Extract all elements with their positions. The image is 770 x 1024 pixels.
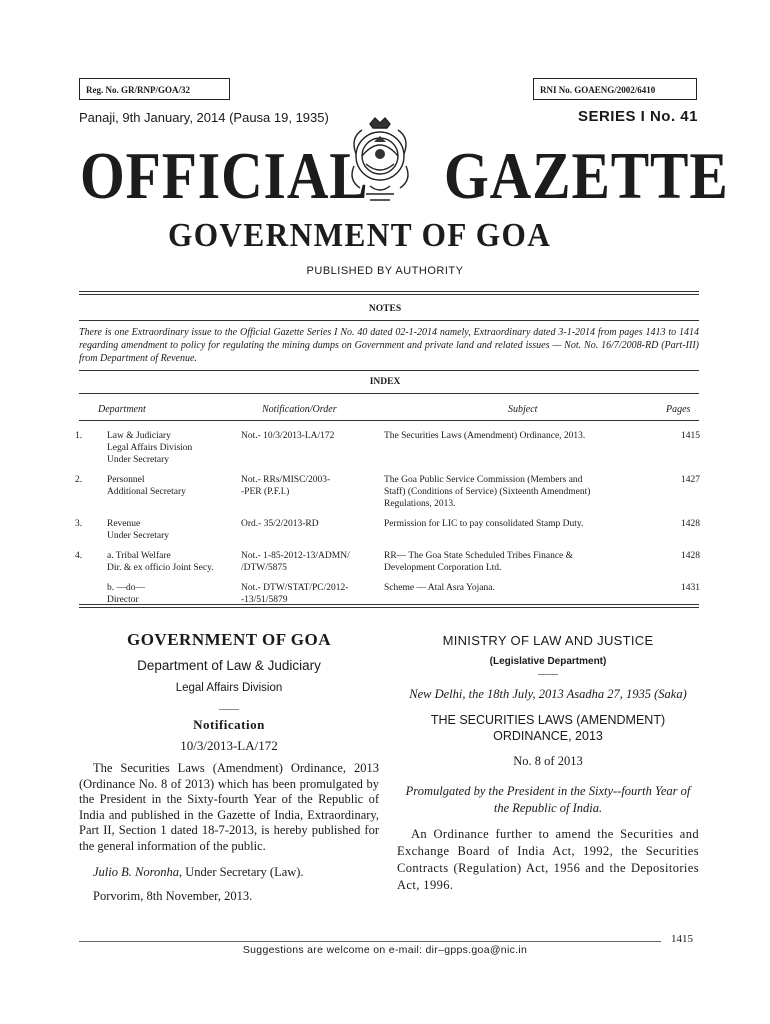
- divider: [79, 320, 699, 321]
- published-by-authority: PUBLISHED BY AUTHORITY: [306, 265, 464, 277]
- index-row-subject-line: RR— The Goa State Scheduled Tribes Finance &: [384, 551, 574, 561]
- footer-divider: [79, 941, 661, 942]
- index-row-order-line: Ord.- 35/2/2013-RD: [241, 519, 319, 529]
- index-row: [75, 550, 700, 574]
- index-row: [75, 582, 700, 606]
- notes-heading: NOTES: [368, 304, 402, 314]
- ministry-heading: MINISTRY OF LAW AND JUSTICE: [442, 633, 654, 648]
- series-number: SERIES I No. 41: [577, 108, 698, 125]
- index-row-department-line: Dir. & ex officio Joint Secy.: [107, 563, 214, 573]
- index-row-department: [91, 430, 241, 466]
- index-row-order: [241, 430, 384, 466]
- index-row-subject: [384, 430, 669, 466]
- index-row-order: [241, 518, 384, 542]
- index-row-subject-line: Permission for LIC to pay consolidated Stamp Duty.: [384, 519, 584, 529]
- index-col-department: Department: [98, 404, 146, 415]
- masthead-official: OFFICIAL: [80, 139, 369, 213]
- notification-heading: Notification: [193, 717, 265, 732]
- divider: [79, 420, 699, 421]
- index-col-subject: Subject: [508, 404, 538, 415]
- suggestions-footer: Suggestions are welcome on e-mail: dir–gpps.goa@nic.in: [242, 944, 528, 956]
- notification-number: 10/3/2013-LA/172: [180, 738, 278, 753]
- index-row-spacer: [75, 510, 700, 518]
- index-col-order: Notification/Order: [262, 404, 337, 415]
- index-row-subject-line: Development Corporation Ltd.: [384, 563, 502, 573]
- index-row-pages: 1427: [681, 475, 700, 485]
- index-row-order-line: -13/51/5879: [241, 595, 288, 605]
- masthead-government-of-goa: GOVERNMENT OF GOA: [168, 217, 552, 254]
- masthead-gazette: GAZETTE: [444, 139, 729, 213]
- signatory: [79, 865, 379, 880]
- index-row-pages: 1428: [681, 519, 700, 529]
- index-row-department: [91, 518, 241, 542]
- index-table-body: [75, 430, 700, 614]
- index-row-subject-line: Scheme — Atal Asra Yojana.: [384, 583, 495, 593]
- index-row-department: [91, 582, 241, 606]
- index-row-subject-line: The Securities Laws (Amendment) Ordinance, 2013.: [384, 431, 586, 441]
- index-row-department-line: Revenue: [107, 519, 141, 529]
- index-col-pages: Pages: [666, 404, 691, 415]
- index-row-department-line: b. —do—: [107, 583, 145, 593]
- index-row-department-line: Legal Affairs Division: [107, 443, 193, 453]
- index-row-number: 3.: [75, 519, 83, 529]
- state-emblem-icon: [340, 114, 420, 210]
- index-row-subject: [384, 518, 669, 542]
- index-row-department-line: a. Tribal Welfare: [107, 551, 171, 561]
- legislative-department: (Legislative Department): [489, 656, 607, 667]
- divider: [79, 393, 699, 394]
- index-row-spacer: [75, 542, 700, 550]
- notification-body: The Securities Laws (Amendment) Ordinance, 2013 (Ordinance No. 8 of 2013) which has been promulgated by the President in the Sixty-fourth Year of the Republic of India and published in the Gazette of India, Extraordinary, Part II, Section 1 dated 18-7-2013, is hereby published for the general information of the public.: [79, 761, 379, 853]
- index-row-number: 1.: [75, 431, 83, 441]
- index-row-subject: [384, 474, 669, 510]
- index-row-order-line: Not.- RRs/MISC/2003-: [241, 475, 331, 485]
- index-row-spacer: [75, 466, 700, 474]
- index-row-department-line: Under Secretary: [107, 455, 169, 465]
- index-row-order-line: Not.- 10/3/2013-LA/172: [241, 431, 335, 441]
- index-row: [75, 430, 700, 466]
- left-division: Legal Affairs Division: [175, 682, 283, 694]
- index-row-pages: 1428: [681, 551, 700, 561]
- promulgation-line: Promulgated by the President in the Sixty--fourth Year of the Republic of India.: [405, 784, 691, 815]
- left-heading: GOVERNMENT OF GOA: [126, 630, 331, 649]
- divider: [79, 604, 699, 605]
- ordinance-title: THE SECURITIES LAWS (AMENDMENT) ORDINANCE, 2013: [430, 713, 666, 743]
- divider: [79, 607, 699, 608]
- index-row-order-line: Not.- DTW/STAT/PC/2012-: [241, 583, 349, 593]
- index-row-order-line: -PER (P.F.I.): [241, 487, 290, 497]
- index-row-pages: 1415: [681, 431, 700, 441]
- index-table: [75, 430, 700, 614]
- index-row-order-line: /DTW/5875: [241, 563, 287, 573]
- left-column: [79, 630, 379, 904]
- index-row-department-line: Law & Judiciary: [107, 431, 171, 441]
- index-row-order: [241, 582, 384, 606]
- index-row-department: [91, 474, 241, 510]
- divider: [79, 370, 699, 371]
- right-column: [397, 633, 699, 894]
- index-row-spacer: [75, 574, 700, 582]
- index-row: [75, 474, 700, 510]
- signatory-name: Julio B. Noronha: [93, 865, 179, 879]
- ordinance-date-line: New Delhi, the 18th July, 2013 Asadha 27, 1935 (Saka): [409, 687, 687, 701]
- index-row-order: [241, 474, 384, 510]
- ordinance-number: No. 8 of 2013: [513, 754, 583, 768]
- index-row-department-line: Director: [107, 595, 139, 605]
- left-department: Department of Law & Judiciary: [137, 658, 321, 673]
- index-row-department-line: Under Secretary: [107, 531, 169, 541]
- index-row-order: [241, 550, 384, 574]
- signatory-title: , Under Secretary (Law).: [179, 865, 304, 879]
- index-row: [75, 518, 700, 542]
- divider: [79, 294, 699, 295]
- divider: [79, 291, 699, 292]
- rni-number: RNI No. GOAENG/2002/6410: [533, 78, 697, 100]
- index-row-subject-line: Staff) (Conditions of Service) (Sixteenth Amendment): [384, 487, 591, 497]
- index-row-number: [75, 582, 91, 606]
- index-row-department: [91, 550, 241, 574]
- registration-number: Reg. No. GR/RNP/GOA/32: [79, 78, 230, 100]
- index-row-pages: 1431: [681, 583, 700, 593]
- index-row-subject-line: The Goa Public Service Commission (Members and: [384, 475, 583, 485]
- index-heading: INDEX: [369, 377, 401, 387]
- right-dash: ——: [538, 669, 558, 680]
- place-date: Porvorim, 8th November, 2013.: [93, 889, 253, 903]
- page-number: 1415: [671, 933, 693, 945]
- left-dash: ——: [219, 704, 239, 715]
- index-row-department-line: Additional Secretary: [107, 487, 186, 497]
- issue-date: Panaji, 9th January, 2014 (Pausa 19, 1935): [79, 110, 329, 125]
- notes-text: There is one Extraordinary issue to the Official Gazette Series I No. 40 dated 02-1-2014 namely, Extraordinary dated 3-1-2014 from pages 1413 to 1414 regarding amendment to policy for regulating the mining dumps on Government and private land and related issues — Not. No. 16/7/2008-RD (Part-III) from Department of Revenue.: [79, 327, 699, 364]
- ordinance-intro: An Ordinance further to amend the Securities and Exchange Board of India Act, 1992, the Securities Contracts (Regulation) Act, 1956 and the Depositories Act, 1996.: [397, 827, 699, 892]
- index-row-subject: [384, 582, 669, 606]
- index-row-department-line: Personnel: [107, 475, 145, 485]
- index-row-subject: [384, 550, 669, 574]
- index-row-subject-line: Regulations, 2013.: [384, 499, 456, 509]
- index-row-number: 4.: [75, 551, 83, 561]
- index-row-number: 2.: [75, 475, 83, 485]
- index-row-order-line: Not.- 1-85-2012-13/ADMN/: [241, 551, 350, 561]
